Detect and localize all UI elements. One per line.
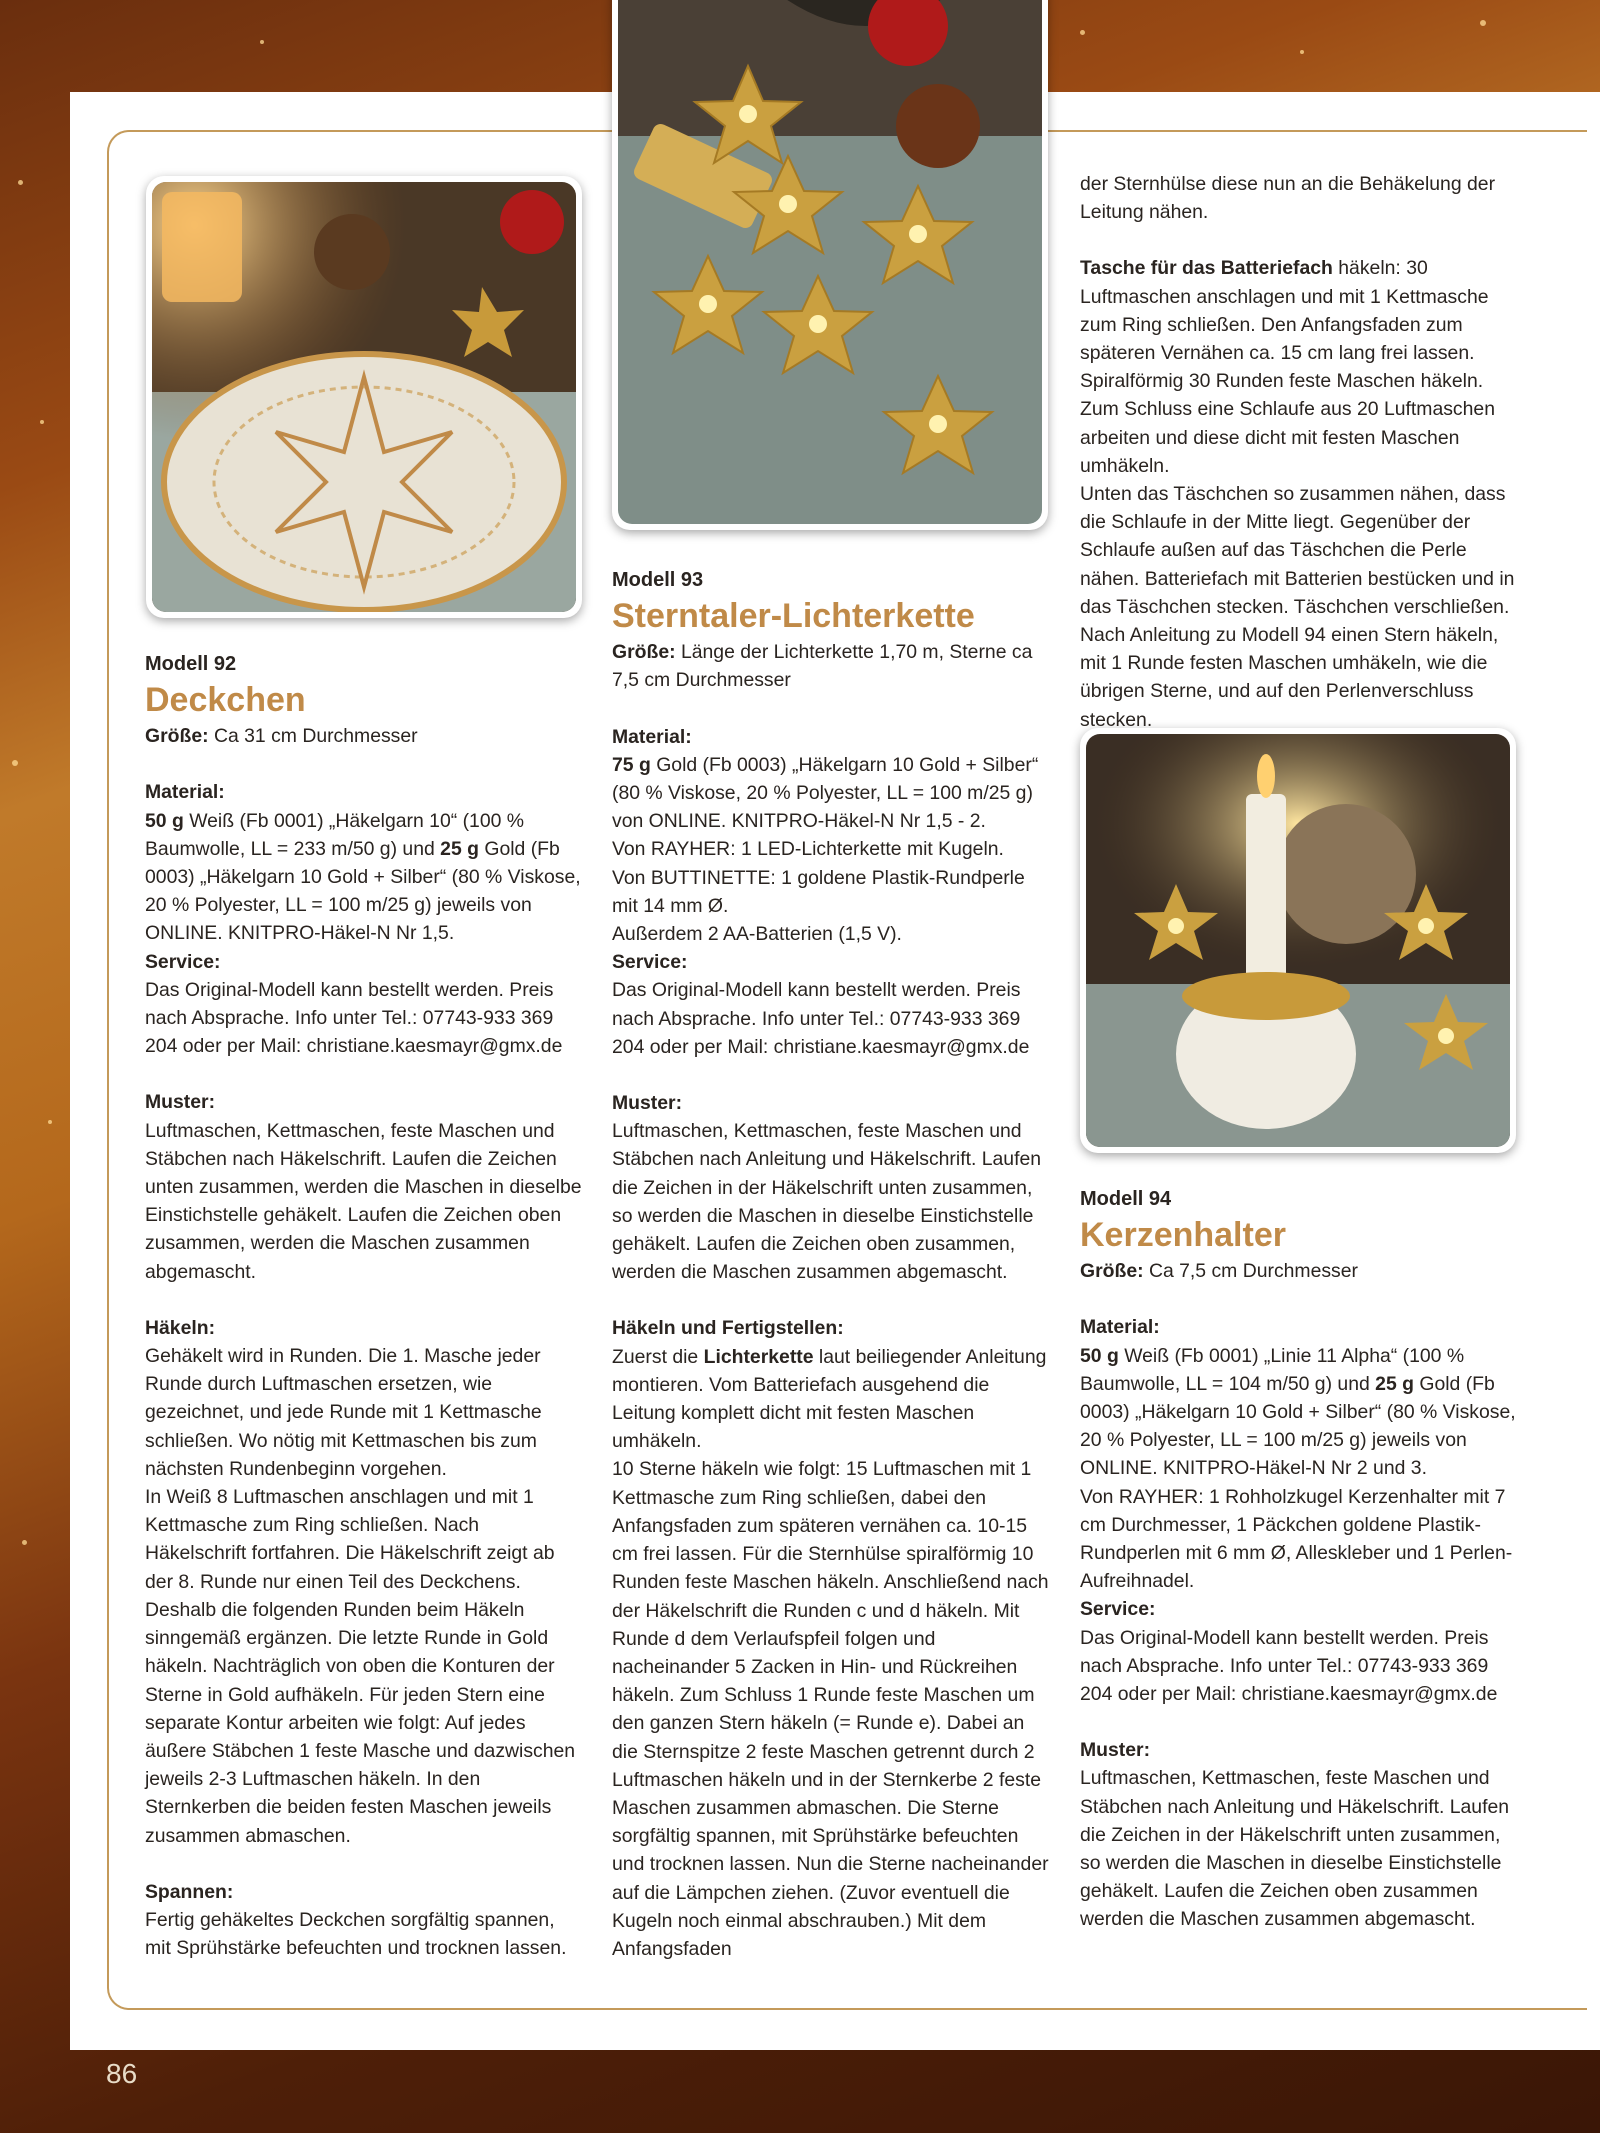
material-text: 75 g Gold (Fb 0003) „Häkelgarn 10 Gold + Silber“ (80 % Viskose, 20 % Polyester, LL = 100 m/25 g) von ONLINE. KNITPRO-Häkel-N Nr 1,5 - 2. [612, 753, 1039, 833]
column-modell-92 [145, 650, 582, 1962]
sterntaler-title: Sterntaler-Lichterkette [612, 597, 975, 636]
material-rayher: Von RAYHER: 1 LED-Lichterkette mit Kugeln. [612, 838, 1004, 861]
background-sparkle [12, 760, 18, 766]
modell-92-label: Modell 92 [145, 653, 237, 675]
continued-text: der Sternhülse diese nun an die Behäkelung der Leitung nähen. [1080, 173, 1496, 224]
haekeln-heading: Häkeln und Fertigstellen: [612, 1317, 844, 1340]
material-buttinette: Von BUTTINETTE: 1 goldene Plastik-Rundperle mit 14 mm Ø. [612, 866, 1025, 917]
kerzenhalter-title: Kerzenhalter [1080, 1216, 1286, 1255]
muster-text: Luftmaschen, Kettmaschen, feste Maschen und Stäbchen nach Anleitung und Häkelschrift. Laufen die Zeichen in der Häkelschrift unten zusammen, so werden die Maschen in dieselbe Einstichstelle gehäkelt. Laufen die Zeichen oben zusammen werden die Maschen zusammen abgemascht. [1080, 1767, 1510, 1931]
column-modell-93 [612, 566, 1049, 1963]
background-sparkle [18, 180, 23, 185]
material-heading: Material: [145, 781, 225, 804]
haekeln-text-1: Gehäkelt wird in Runden. Die 1. Masche jeder Runde durch Luftmaschen ersetzen, wie gezeichnet, und jede Runde mit 1 Kettmasche schließen. Wo nötig mit Kettmaschen bis zum nächsten Rundenbeginn vorgehen. [145, 1345, 542, 1480]
haekeln-text-1: Zuerst die Lichterkette laut beiliegender Anleitung montieren. Vom Batteriefach ausgehend die Leitung komplett dicht mit festen Maschen umhäkeln. [612, 1345, 1047, 1453]
service-heading: Service: [145, 950, 221, 973]
material-heading: Material: [612, 725, 692, 748]
service-text: Das Original-Modell kann bestellt werden. Preis nach Absprache. Info unter Tel.: 07743-933 369 204 oder per Mail: christiane.kaesmayr@gmx.de [1080, 1626, 1498, 1706]
column-modell-94 [1080, 1185, 1517, 1934]
background-sparkle [1300, 50, 1304, 54]
modell-94-label: Modell 94 [1080, 1188, 1172, 1210]
page-number: 86 [106, 2058, 138, 2089]
candle-holder-photo [1080, 728, 1516, 1153]
background-sparkle [1080, 30, 1085, 35]
background-sparkle [1480, 20, 1486, 26]
service-heading: Service: [1080, 1598, 1156, 1621]
groesse-paragraph: Größe: Länge der Lichterkette 1,70 m, Sterne ca 7,5 cm Durchmesser [612, 641, 1033, 692]
tasche-text-2: Unten das Täschchen so zusammen nähen, dass die Schlaufe in der Mitte liegt. Gegenüber der Schlaufe außen auf das Täschchen die Perle nähen. Batteriefach mit Batterien bestücken und in das Täschchen stecken. Täschchen verschließen. Nach Anleitung zu Modell 94 einen Stern häkeln, mit 1 Runde festen Maschen umhäkeln, wie die übrigen Sterne, und auf den Perlenverschluss stecken. [1080, 483, 1515, 731]
background-sparkle [22, 1540, 27, 1545]
service-text: Das Original-Modell kann bestellt werden. Preis nach Absprache. Info unter Tel.: 07743-933 369 204 oder per Mail: christiane.kaesmayr@gmx.de [612, 979, 1030, 1058]
background-sparkle [40, 420, 44, 424]
doily-photo [146, 176, 582, 618]
muster-heading: Muster: [612, 1092, 683, 1115]
haekeln-text-2: In Weiß 8 Luftmaschen anschlagen und mit 1 Kettmasche zum Ring schließen. Nach Häkelschrift fortfahren. Die Häkelschrift zeigt ab der 8. Runde nur einen Teil des Deckchens. Deshalb die folgenden Runden beim Häkeln sinngemäß ergänzen. Die letzte Runde in Gold häkeln. Nachträglich von oben die Konturen der Sterne in Gold aufhäkeln. Für jeden Stern eine separate Kontur arbeiten wie folgt: Auf jedes äußere Stäbchen 1 feste Masche und dazwischen jeweils 2-3 Luftmaschen häkeln. In den Sternkerben die beiden festen Maschen jeweils zusammen abmaschen. [145, 1486, 576, 1847]
material-text: 50 g Weiß (Fb 0001) „Häkelgarn 10“ (100 % Baumwolle, LL = 233 m/50 g) und 25 g Gold (Fb 0003) „Häkelgarn 10 Gold + Silber“ (80 % Viskose, 20 % Polyester, LL = 100 m/25 g) jeweils von ONLINE. KNITPRO-Häkel-N Nr 1,5. [145, 809, 581, 945]
muster-text: Luftmaschen, Kettmaschen, feste Maschen und Stäbchen nach Anleitung und Häkelschrift. Laufen die Zeichen in der Häkelschrift unten zusammen, so werden die Maschen in dieselbe Einstichstelle gehäkelt. Laufen die Zeichen oben zusammen, werden die Maschen zusammen abgemascht. [612, 1120, 1042, 1284]
muster-text: Luftmaschen, Kettmaschen, feste Maschen und Stäbchen nach Häkelschrift. Laufen die Zeichen unten zusammen, werden die Maschen in dieselbe Einstichstelle gehäkelt. Laufen die Zeichen oben zusammen, werden die Maschen zusammen abgemascht. [145, 1119, 582, 1283]
modell-93-label: Modell 93 [612, 569, 704, 591]
background-sparkle [48, 1120, 52, 1124]
deckchen-title: Deckchen [145, 681, 306, 720]
spannen-heading: Spannen: [145, 1880, 234, 1903]
groesse-paragraph: Größe: Ca 7,5 cm Durchmesser [1080, 1260, 1358, 1283]
column-3-top [1080, 170, 1517, 734]
material-heading: Material: [1080, 1316, 1160, 1339]
haekeln-heading: Häkeln: [145, 1316, 216, 1339]
material-rayher: Von RAYHER: 1 Rohholzkugel Kerzenhalter mit 7 cm Durchmesser, 1 Päckchen goldene Plastik-Rundperlen mit 6 mm Ø, Alleskleber und 1 Perlen-Aufreihnadel. [1080, 1485, 1513, 1593]
spannen-text: Fertig gehäkeltes Deckchen sorgfältig spannen, mit Sprühstärke befeuchten und trocknen lassen. [145, 1908, 567, 1960]
service-heading: Service: [612, 951, 688, 974]
muster-heading: Muster: [145, 1091, 216, 1114]
muster-heading: Muster: [1080, 1739, 1151, 1762]
service-text: Das Original-Modell kann bestellt werden. Preis nach Absprache. Info unter Tel.: 07743-933 369 204 oder per Mail: christiane.kaesmayr@gmx.de [145, 978, 563, 1058]
haekeln-text-2: 10 Sterne häkeln wie folgt: 15 Luftmaschen mit 1 Kettmasche zum Ring schließen, dabei den Anfangsfaden zum späteren vernähen ca. 10-15 cm frei lassen. Für die Sternhülse spiralförmig 10 Runden feste Maschen häkeln. Anschließend nach der Häkelschrift die Runden c und d häkeln. Mit Runde d dem Verlaufspfeil folgen und nacheinander 5 Zacken in Hin- und Rückreihen häkeln. Zum Schluss 1 Runde feste Maschen um den ganzen Stern häkeln (= Runde e). Dabei an die Sternspitze 2 feste Maschen getrennt durch 2 Luftmaschen häkeln und in der Sternkerbe 2 feste Maschen zusammen abmaschen. Die Sterne sorgfältig spannen, mit Sprühstärke befeuchten und trocknen lassen. Nun die Sterne nacheinander auf die Lämpchen ziehen. (Zuvor eventuell die Kugeln noch einmal abschrauben.) Mit dem Anfangsfaden [612, 1458, 1049, 1960]
material-text: 50 g Weiß (Fb 0001) „Linie 11 Alpha“ (100 % Baumwolle, LL = 104 m/50 g) und 25 g Gold (Fb 0003) „Häkelgarn 10 Gold + Silber“ (80 % Viskose, 20 % Polyester, LL = 100 m/25 g) jeweils von ONLINE. KNITPRO-Häkel-N Nr 2 und 3. [1080, 1344, 1516, 1480]
tasche-text-1: Tasche für das Batteriefach häkeln: 30 Luftmaschen anschlagen und mit 1 Kettmasche zum Ring schließen. Den Anfangsfaden zum späteren Vernähen ca. 15 cm lang frei lassen. Spiralförmig 30 Runden feste Maschen häkeln. Zum Schluss eine Schlaufe aus 20 Luftmaschen arbeiten und diese dicht mit festen Maschen umhäkeln. [1080, 257, 1495, 477]
material-batterien: Außerdem 2 AA-Batterien (1,5 V). [612, 923, 902, 946]
star-lights-photo [612, 0, 1048, 530]
background-sparkle [260, 40, 264, 44]
groesse-paragraph: Größe: Ca 31 cm Durchmesser [145, 725, 418, 748]
